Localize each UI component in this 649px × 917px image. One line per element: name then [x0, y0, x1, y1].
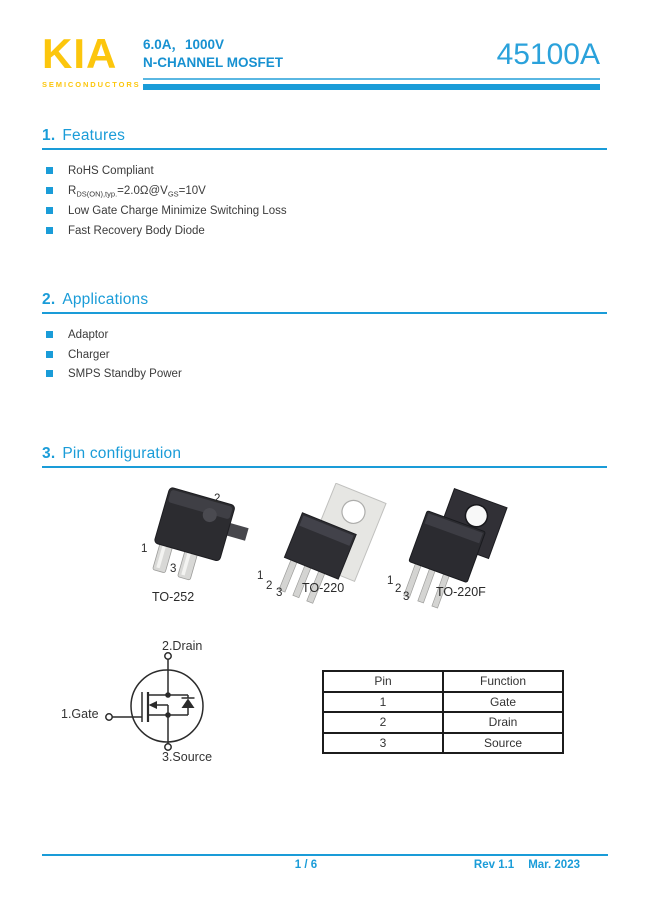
- to252-pin2-label: 2: [214, 493, 221, 505]
- function-cell: Source: [443, 733, 563, 754]
- footer-page-number: 1 / 6: [294, 859, 318, 871]
- feature-item: [46, 184, 206, 202]
- to252-pin1-label: 1: [141, 543, 148, 555]
- bullet-icon: [46, 351, 53, 358]
- section-rule-applications: [42, 312, 607, 314]
- section-title: Pin configuration: [62, 445, 182, 462]
- to220-package-name: TO-220: [302, 581, 345, 595]
- section-title: Applications: [62, 291, 149, 308]
- bullet-icon: [46, 207, 53, 214]
- section-number: 1.: [42, 127, 56, 144]
- feature-text: $R_{DS(ON),typ.}=2.0\Omega@V_{GS}=10V$: [68, 185, 206, 199]
- device-rating: 6.0A，1000V: [143, 37, 225, 52]
- application-item: [46, 348, 110, 362]
- section-heading-pin-configuration: [42, 445, 181, 463]
- symbol-drain-label: 2.Drain: [162, 639, 203, 653]
- table-row: [323, 733, 563, 754]
- to220-pin1-label: 1: [257, 570, 264, 582]
- section-rule-features: [42, 148, 607, 150]
- part-number: 45100A: [496, 38, 600, 71]
- footer-revision: [474, 859, 580, 871]
- bullet-icon: [46, 331, 53, 338]
- feature-text: Fast Recovery Body Diode: [68, 225, 205, 237]
- header-rule-thick: [143, 84, 600, 90]
- to220-pin2-label: 2: [266, 580, 273, 592]
- mosfet-symbol-icon: [100, 645, 245, 760]
- table-header-row: [323, 671, 563, 692]
- bullet-icon: [46, 370, 53, 377]
- to220f-package-name: TO-220F: [436, 585, 486, 599]
- feature-item: [46, 204, 287, 218]
- symbol-gate-label: 1.Gate: [61, 707, 99, 721]
- to220f-pin1-label: 1: [387, 575, 394, 587]
- section-heading-features: [42, 127, 125, 145]
- to220f-pin3-label: 3: [403, 591, 410, 603]
- section-title: Features: [62, 127, 126, 144]
- section-rule-pin-configuration: [42, 466, 607, 468]
- footer-date-label: Mar. 2023: [528, 859, 580, 871]
- function-cell: Gate: [443, 692, 563, 713]
- pin-cell: 2: [323, 712, 443, 733]
- table-row: [323, 692, 563, 713]
- to252-package-name: TO-252: [152, 590, 195, 604]
- header-rule-thin: [143, 78, 600, 80]
- device-type: N-CHANNEL MOSFET: [143, 55, 283, 70]
- application-item: [46, 328, 108, 342]
- feature-text: Low Gate Charge Minimize Switching Loss: [68, 205, 287, 217]
- section-number: 3.: [42, 445, 56, 462]
- footer-rule: [42, 854, 608, 856]
- mosfet-symbol: [100, 645, 245, 760]
- symbol-source-label: 3.Source: [162, 750, 213, 764]
- section-number: 2.: [42, 291, 56, 308]
- application-text: Charger: [68, 349, 110, 361]
- table-row: [323, 712, 563, 733]
- to220f-pin2-label: 2: [395, 583, 402, 595]
- brand-logo: KIA: [42, 30, 118, 77]
- bullet-icon: [46, 227, 53, 234]
- pin-cell: 3: [323, 733, 443, 754]
- to252-pin3-label: 3: [170, 563, 177, 575]
- pin-cell: 1: [323, 692, 443, 713]
- bullet-icon: [46, 187, 53, 194]
- table-header-pin: Pin: [323, 671, 443, 692]
- function-cell: Drain: [443, 712, 563, 733]
- feature-item: [46, 164, 154, 178]
- bullet-icon: [46, 167, 53, 174]
- feature-text: RoHS Compliant: [68, 165, 154, 177]
- device-summary: [143, 36, 283, 72]
- feature-item: [46, 224, 205, 238]
- application-item: [46, 367, 182, 381]
- pin-function-table: [322, 670, 564, 754]
- footer-rev-label: Rev 1.1: [473, 859, 515, 871]
- to220-pin3-label: 3: [276, 587, 283, 599]
- table-header-function: Function: [443, 671, 563, 692]
- application-text: Adaptor: [68, 329, 109, 341]
- section-heading-applications: [42, 291, 148, 309]
- application-text: SMPS Standby Power: [68, 368, 182, 380]
- brand-logo-subtext: SEMICONDUCTORS: [42, 80, 141, 89]
